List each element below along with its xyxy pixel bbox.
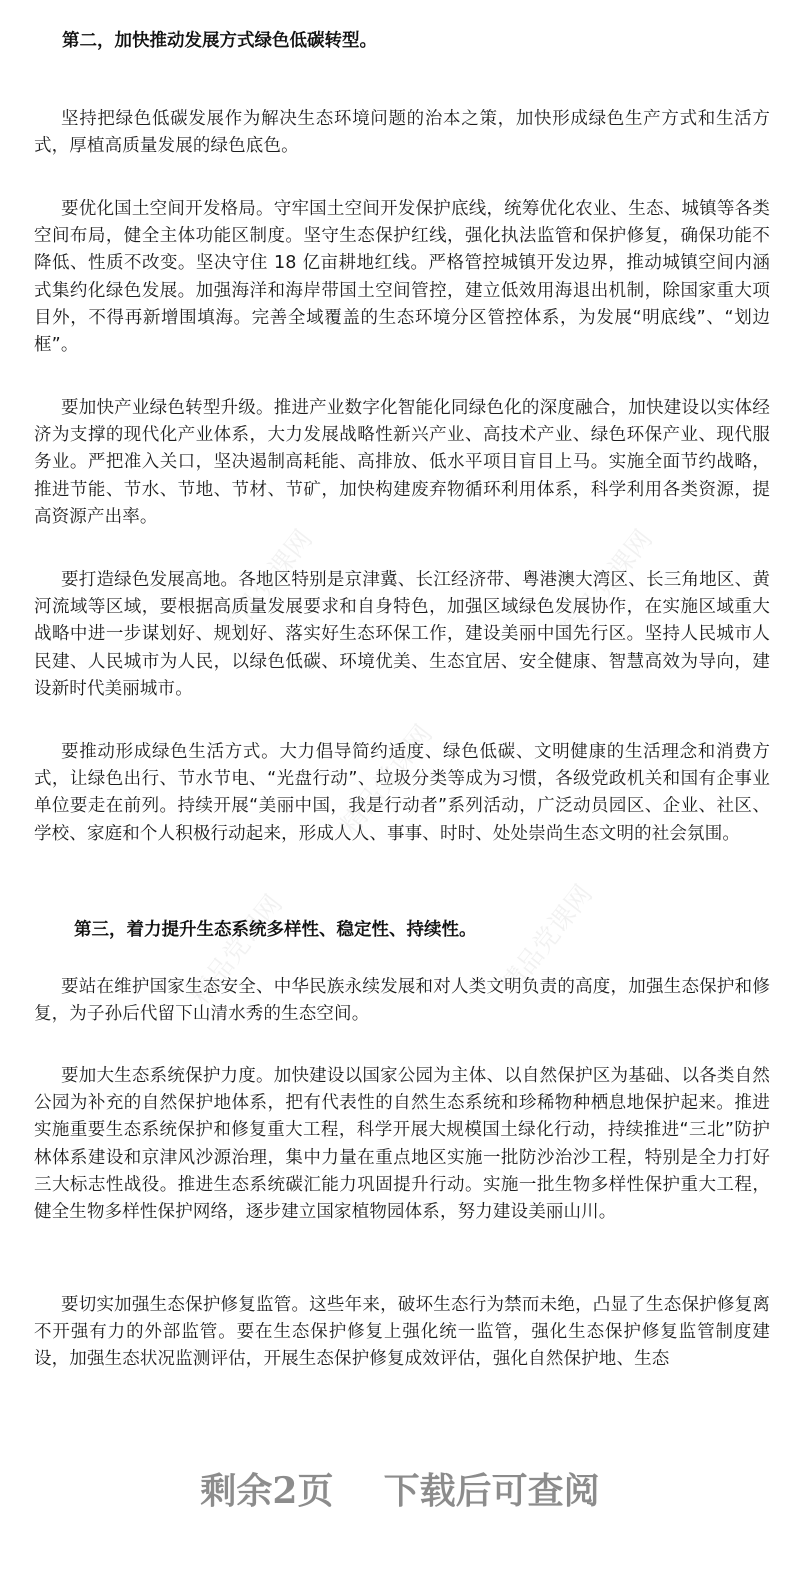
paragraph-2-intro: 坚持把绿色低碳发展作为解决生态环境问题的治本之策，加快形成绿色生产方式和生活方式，厚植高质量发展的绿色底色。 [34,109,770,157]
paragraph-3-2: 要切实加强生态保护修复监管。这些年来，破坏生态行为禁而未绝，凸显了生态保护修复离不开强有力的外部监管。要在生态保护修复上强化统一监管，强化生态保护修复监管制度建设，加强生态状况监测评估，开展生态保护修复成效评估，强化自然保护地、生态 [34,1295,770,1370]
watermark: 精品党课网 [335,719,439,841]
paragraph-2-3: 要打造绿色发展高地。各地区特别是京津冀、长江经济带、粤港澳大湾区、长三角地区、黄河流域等区域，要根据高质量发展要求和自身特色，加强区域绿色发展协作，在实施区域重大战略中进一步谋划好、规划好、落实好生态环保工作，建设美丽中国先行区。坚持人民城市人民建、人民城市为人民，以绿色低碳、环境优美、生态宜居、安全健康、智慧高效为导向，建设新时代美丽城市。 [34,570,770,699]
section-heading-3: 第三，着力提升生态系统多样性、稳定性、持续性。 [74,920,477,940]
remaining-pages-banner[interactable]: 剩余2页 下载后可查阅 [200,1470,600,1512]
watermark: 精品党课网 [215,524,319,646]
paragraph-3-1: 要加大生态系统保护力度。加快建设以国家公园为主体、以自然保护区为基础、以各类自然公园为补充的自然保护地体系，把有代表性的自然生态系统和珍稀物种栖息地保护起来。推进实施重要生态系统保护和修复重大工程，科学开展大规模国土绿化行动，持续推进“三北”防护林体系建设和京津风沙源治理，集中力量在重点地区实施一批防沙治沙工程，特别是全力打好三大标志性战役。推进生态系统碳汇能力巩固提升行动。实施一批生物多样性保护重大工程，健全生物多样性保护网络，逐步建立国家植物园体系，努力建设美丽山川。 [34,1066,770,1223]
section-heading-2: 第二，加快推动发展方式绿色低碳转型。 [62,31,377,51]
watermark: 精品党课网 [555,524,659,646]
watermark: 精品党课网 [185,889,289,1011]
paragraph-3-intro: 要站在维护国家生态安全、中华民族永续发展和对人类文明负责的高度，加强生态保护和修复，为子孙后代留下山清水秀的生态空间。 [34,977,770,1025]
paragraph-2-4: 要推动形成绿色生活方式。大力倡导简约适度、绿色低碳、文明健康的生活理念和消费方式，让绿色出行、节水节电、“光盘行动”、垃圾分类等成为习惯，各级党政机关和国有企事业单位要走在前列。持续开展“美丽中国，我是行动者”系列活动，广泛动员园区、企业、社区、学校、家庭和个人积极行动起来，形成人人、事事、时时、处处崇尚生态文明的社会氛围。 [34,742,770,844]
watermark: 精品党课网 [495,879,599,1001]
paragraph-2-1: 要优化国土空间开发格局。守牢国土空间开发保护底线，统筹优化农业、生态、城镇等各类空间布局，健全主体功能区制度。坚守生态保护红线，强化执法监管和保护修复，确保功能不降低、性质不改变。坚决守住 18 亿亩耕地红线。严格管控城镇开发边界，推动城镇空间内涵式集约化绿色发展。加强海洋和海岸带国土空间管控，建立低效用海退出机制，除国家重大项目外，不得再新增围填海。完善全域覆盖的生态环境分区管控体系，为发展“明底线”、“划边框”。 [34,199,770,356]
paragraph-2-2: 要加快产业绿色转型升级。推进产业数字化智能化同绿色化的深度融合，加快建设以实体经济为支撑的现代化产业体系，大力发展战略性新兴产业、高技术产业、绿色环保产业、现代服务业。严把准入关口，坚决遏制高耗能、高排放、低水平项目盲目上马。实施全面节约战略，推进节能、节水、节地、节材、节矿，加快构建废弃物循环利用体系，科学利用各类资源，提高资源产出率。 [34,398,770,527]
